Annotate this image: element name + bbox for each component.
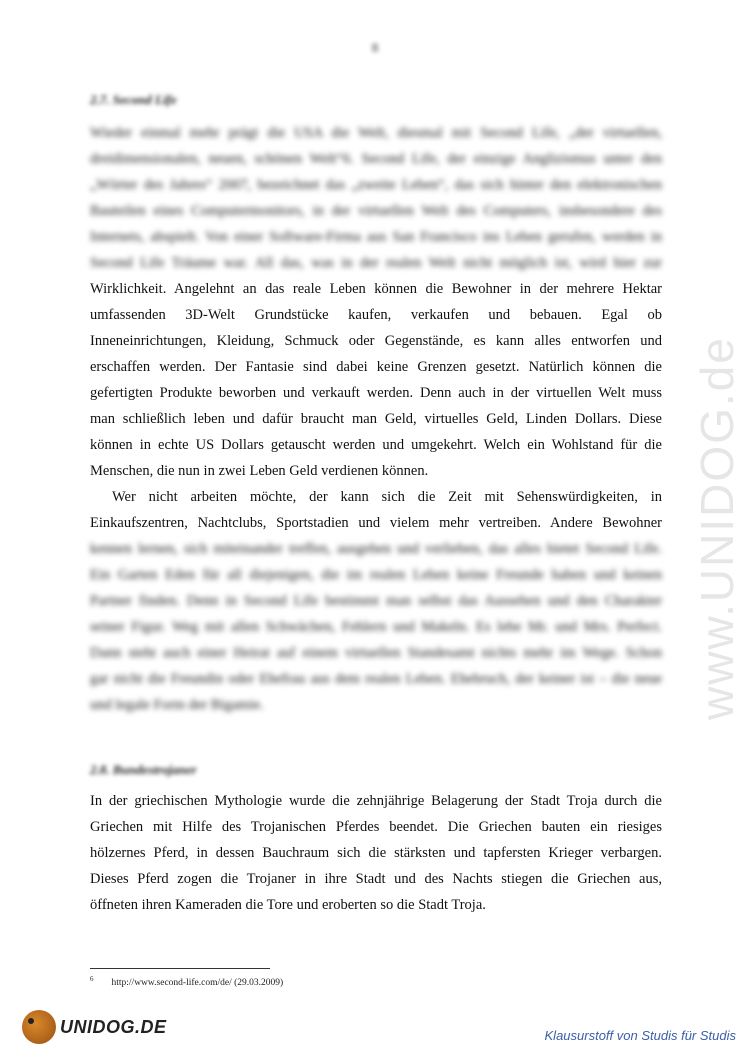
footer-tagline: Klausurstoff von Studis für Studis xyxy=(544,1028,736,1043)
text-line: Wer nicht arbeiten möchte, der kann sich die Zeit mit Sehenswürdigkeiten, in xyxy=(112,489,662,505)
text-line: kennen lernen, sich miteinander treffen, ausgehen und verlieben, das alles bietet Second Life. xyxy=(90,541,662,557)
text-line: Dann steht auch einer Heirat auf einem virtuellen Standesamt nichts mehr im Wege. Schon xyxy=(90,645,662,661)
text-line: öffneten ihren Kameraden die Tore und eroberten so die Stadt Troja. xyxy=(90,897,486,913)
text-line: und legale Form der Bigamie. xyxy=(90,697,264,713)
section-heading-second-life: 2.7. Second Life xyxy=(90,92,177,107)
text-line: umfassenden 3D-Welt Grundstücke kaufen, verkaufen und bebauen. Egal ob xyxy=(90,307,662,323)
text-line: hölzernes Pferd, in dessen Bauchraum sich die stärksten und tapfersten Krieger verbargen. xyxy=(90,845,662,861)
text-line: Partner finden. Denn in Second Life bestimmt man selbst das Aussehen und den Charakter xyxy=(90,593,662,609)
text-line: In der griechischen Mythologie wurde die zehnjährige Belagerung der Stadt Troja durch die xyxy=(90,793,662,809)
text-line: Griechen mit Hilfe des Trojanischen Pferdes beendet. Die Griechen bauten ein riesiges xyxy=(90,819,662,835)
text-line: dreidimensionalen, neuen, schönen Welt“6. Second Life, der einzige Anglizismus unter den xyxy=(90,151,662,167)
logo-text: UNIDOG.DE xyxy=(60,1016,167,1037)
text-line: Second Life Träume war. All das, was in der realen Welt nicht möglich ist, wird hier zur xyxy=(90,255,662,271)
text-line: Menschen, die nun in zwei Leben Geld verdienen können. xyxy=(90,463,429,479)
text-line: Inneneinrichtungen, Kleidung, Schmuck oder Gegenstände, es kann alles entworfen und xyxy=(90,333,662,349)
paragraph-second-life xyxy=(90,276,662,484)
text-line: gefertigten Produkte beworben und verkauft werden. Denn auch in der virtuellen Welt muss xyxy=(90,385,662,401)
text-line: Bauteilen eines Computermonitors, in der virtuellen Welt des Computers, insbesondere des xyxy=(90,203,662,219)
text-line: Internets, abspielt. Von einer Software-Firma aus San Francisco ins Leben gerufen, werden in xyxy=(90,229,662,245)
text-line: Einkaufszentren, Nachtclubs, Sportstadien und vielem mehr vertreiben. Andere Bewohner xyxy=(90,515,662,531)
text-line: „Wörter des Jahres“ 2007, bezeichnet das „zweite Leben“, das sich hinter den elektronischen xyxy=(90,177,662,193)
paragraph-blurred-leisure xyxy=(90,536,662,718)
footnote xyxy=(90,975,283,988)
text-line: Dieses Pferd zogen die Trojaner in ihre Stadt und des Nachts stiegen die Griechen aus, xyxy=(90,871,662,887)
text-line: man schließlich leben und dafür braucht man Geld, virtuelles Geld, Linden Dollars. Diese xyxy=(90,411,662,427)
footnote-link[interactable]: http://www.second-life.com/de/ (29.03.2009) xyxy=(111,978,284,989)
text-line: können in echte US Dollars getauscht werden und umgekehrt. Welch ein Wohlstand für die xyxy=(90,437,662,453)
page-number: 8 xyxy=(371,40,379,55)
watermark: www.UNIDOG.de xyxy=(691,336,743,720)
footnote-number: 6 xyxy=(90,975,94,983)
text-line: Wieder einmal mehr prägt die USA die Welt, diesmal mit Second Life, „der virtuellen, xyxy=(90,125,662,141)
paragraph-blurred-intro xyxy=(90,120,662,276)
text-line: Ein Garten Eden für all diejenigen, die im realen Leben keine Freunde haben und keinen xyxy=(90,567,662,583)
text-line: erschaffen werden. Der Fantasie sind dabei keine Grenzen gesetzt. Natürlich können die xyxy=(90,359,662,375)
unidog-logo[interactable] xyxy=(22,1010,167,1044)
text-line: gar nicht die Freundin oder Ehefrau aus dem realen Leben. Ehebruch, der keiner ist – die neue xyxy=(90,671,662,687)
paragraph-leisure xyxy=(90,484,662,536)
section-heading-bundestrojaner: 2.8. Bundestrojaner xyxy=(90,762,197,777)
dog-icon xyxy=(22,1010,56,1044)
text-line: seiner Figur. Weg mit allen Schwächen, Fehlern und Makeln. Es lebe Mr. und Mrs. Perfect. xyxy=(90,619,662,635)
text-line: Wirklichkeit. Angelehnt an das reale Leben können die Bewohner in der mehrere Hektar xyxy=(90,281,662,297)
footnote-divider xyxy=(90,968,270,969)
paragraph-troja xyxy=(90,788,662,918)
